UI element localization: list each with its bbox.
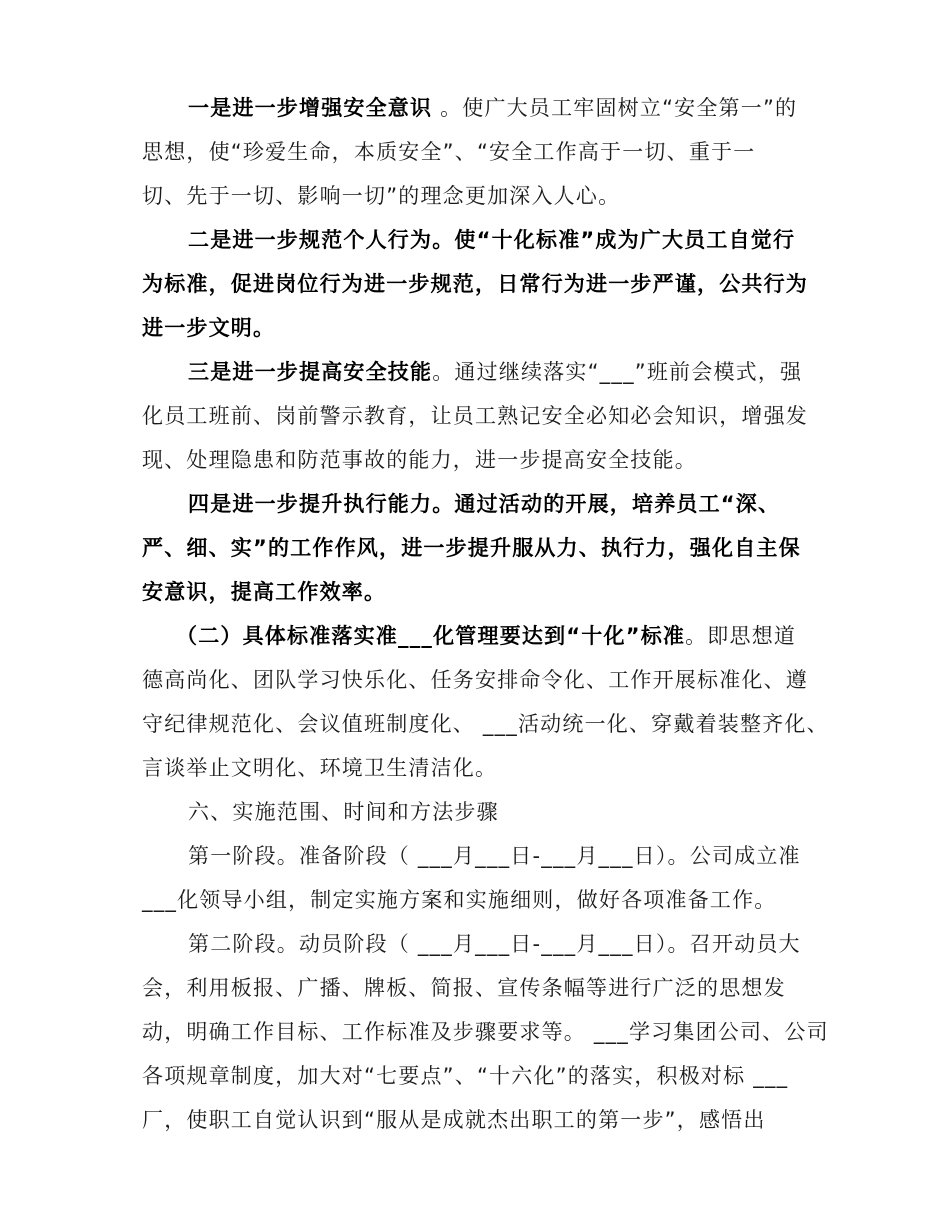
section-heading: 六、实施范围、时间和方法步骤 [188, 800, 499, 824]
paragraph-5-line-4: 言谈举止文明化、环境卫生清洁化。 [142, 756, 498, 780]
paragraph-1-line-1 [188, 88, 797, 128]
paragraph-3-text: 。通过继续落实“___”班前会模式，强 [432, 360, 803, 384]
paragraph-1-heading: 一是进一步增强安全意识 [188, 96, 433, 120]
paragraph-3-line-2: 化员工班前、岗前警示教育，让员工熟记安全必知必会知识，增强发 [142, 404, 808, 428]
paragraph-3-line-1 [188, 352, 802, 392]
paragraph-4-line-3: 安意识，提高工作效率。 [142, 580, 387, 604]
paragraph-1-line-3: 切、先于一切、影响一切”的理念更加深入人心。 [142, 184, 621, 208]
paragraph-5-line-1 [176, 616, 796, 656]
paragraph-2-line-3: 进一步文明。 [142, 316, 276, 340]
stage-1-line-1: 第一阶段。准备阶段（ ___月___日-___月___日）。公司成立准 [188, 844, 801, 868]
stage-2-line-1: 第二阶段。动员阶段（ ___月___日-___月___日）。召开动员大 [188, 932, 801, 956]
paragraph-5-heading: （二）具体标准落实准___化管理要达到“十化”标准 [176, 624, 686, 648]
paragraph-1-text: 。使广大员工牢固树立“安全第一”的 [432, 96, 798, 120]
paragraph-3-heading: 三是进一步提高安全技能 [188, 360, 433, 384]
paragraph-5-text: 。即思想道 [685, 624, 797, 648]
paragraph-2-line-1: 二是进一步规范个人行为。使“十化标准”成为广大员工自觉行 [188, 228, 796, 252]
stage-2-line-2: 会，利用板报、广播、牌板、简报、宣传条幅等进行广泛的思想发 [142, 976, 786, 1000]
paragraph-4-line-1: 四是进一步提升执行能力。通过活动的开展，培养员工“深、 [188, 492, 781, 516]
stage-2-line-4: 各项规章制度，加大对“七要点”、“十六化”的落实，积极对标 ___ [142, 1064, 789, 1088]
stage-2-line-3: 动，明确工作目标、工作标准及步骤要求等。 ___学习集团公司、公司 [142, 1020, 829, 1044]
stage-2-line-5: 厂，使职工自觉认识到“服从是成就杰出职工的第一步”，感悟出 [142, 1108, 766, 1132]
paragraph-3-line-3: 现、处理隐患和防范事故的能力，进一步提高安全技能。 [142, 448, 697, 472]
paragraph-1-line-2: 思想，使“珍爱生命，本质安全”、“安全工作高于一切、重于一 [142, 140, 756, 164]
stage-1-line-2: ___化领导小组，制定实施方案和实施细则，做好各项准备工作。 [142, 888, 777, 912]
paragraph-2-line-2: 为标准，促进岗位行为进一步规范，日常行为进一步严谨，公共行为 [142, 272, 808, 296]
paragraph-4-line-2: 严、细、实”的工作作风，进一步提升服从力、执行力，强化自主保 [142, 536, 801, 560]
paragraph-5-line-2: 德高尚化、团队学习快乐化、任务安排命令化、工作开展标准化、遵 [142, 668, 808, 692]
paragraph-5-line-3: 守纪律规范化、会议值班制度化、 ___活动统一化、穿戴着装整齐化、 [142, 712, 829, 736]
